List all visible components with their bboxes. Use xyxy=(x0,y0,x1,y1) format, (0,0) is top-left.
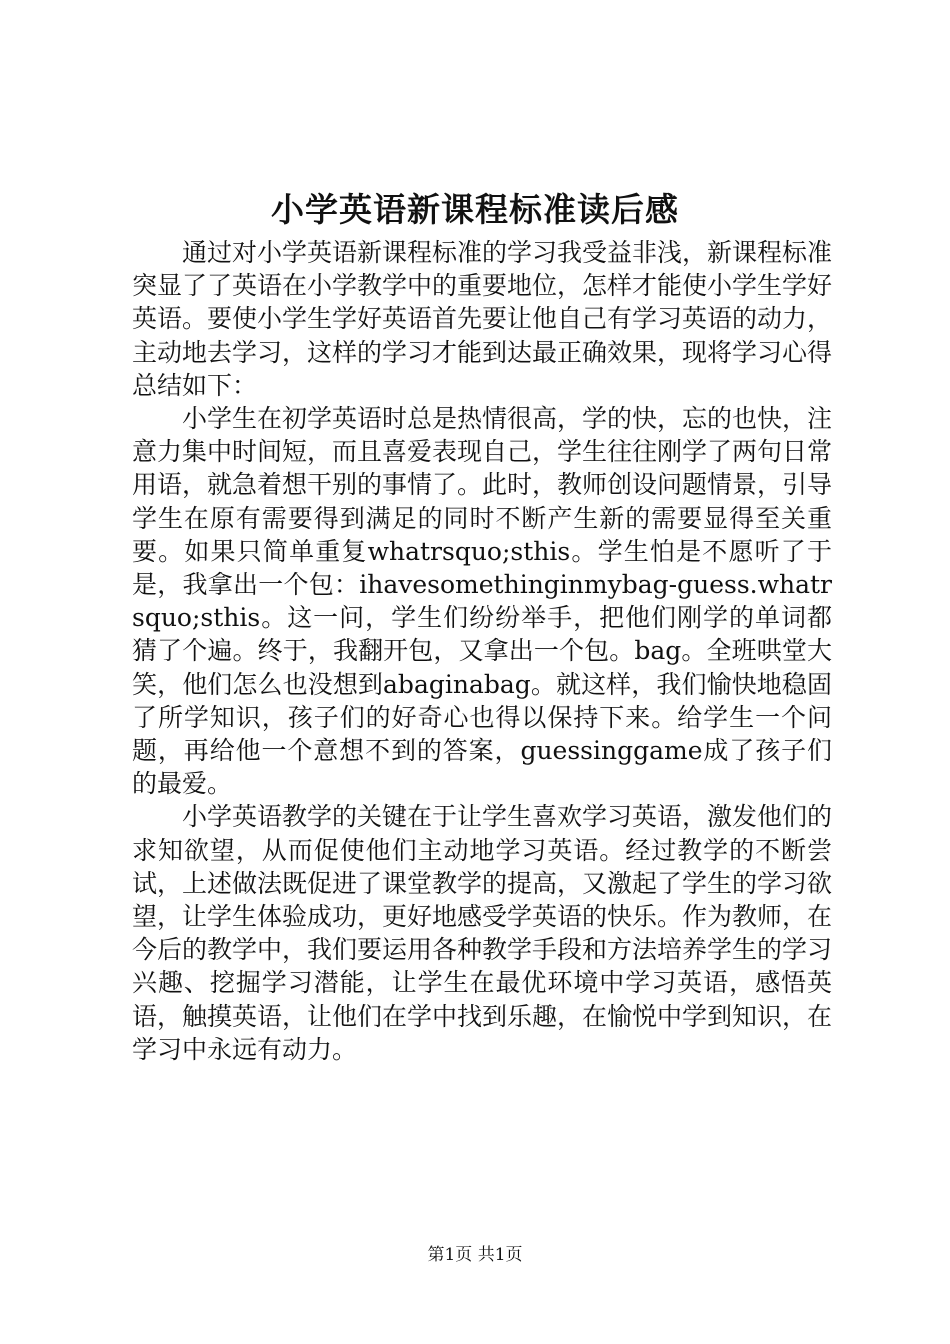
paragraph-intro: 通过对小学英语新课程标准的学习我受益非浅，新课程标准突显了了英语在小学教学中的重要地位，怎样才能使小学生学好英语。要使小学生学好英语首先要让他自己有学习英语的动力，主动地去学习，这样的学习才能到达最正确效果，现将学习心得总结如下： xyxy=(132,238,833,400)
page-footer: 第1页 共1页 xyxy=(427,1245,523,1265)
document-title: 小学英语新课程标准读后感 xyxy=(271,190,679,229)
paragraph-example: 小学生在初学英语时总是热情很高，学的快，忘的也快，注意力集中时间短，而且喜爱表现自己，学生往往刚学了两句日常用语，就急着想干别的事情了。此时，教师创设问题情景，引导学生在原有需要得到满足的同时不断产生新的需要显得至关重要。如果只简单重复whatrsquo;sthis。学生怕是不愿听了于是，我拿出一个包：ihavesomethinginmybag-guess.whatrsquo;sthis。这一问，学生们纷纷举手，把他们刚学的单词都猜了个遍。终于，我翻开包，又拿出一个包。bag。全班哄堂大笑，他们怎么也没想到abaginabag。就这样，我们愉快地稳固了所学知识，孩子们的好奇心也得以保持下来。给学生一个问题，再给他一个意想不到的答案，guessinggame成了孩子们的最爱。 xyxy=(132,404,833,799)
paragraph-conclusion: 小学英语教学的关键在于让学生喜欢学习英语，激发他们的求知欲望，从而促使他们主动地学习英语。经过教学的不断尝试，上述做法既促进了课堂教学的提高，又激起了学生的学习欲望，让学生体验成功，更好地感受学英语的快乐。作为教师，在今后的教学中，我们要运用各种教学手段和方法培养学生的学习兴趣、挖掘学习潜能，让学生在最优环境中学习英语，感悟英语，触摸英语，让他们在学中找到乐趣，在愉悦中学到知识，在学习中永远有动力。 xyxy=(132,802,833,1064)
document-body xyxy=(132,236,832,1066)
